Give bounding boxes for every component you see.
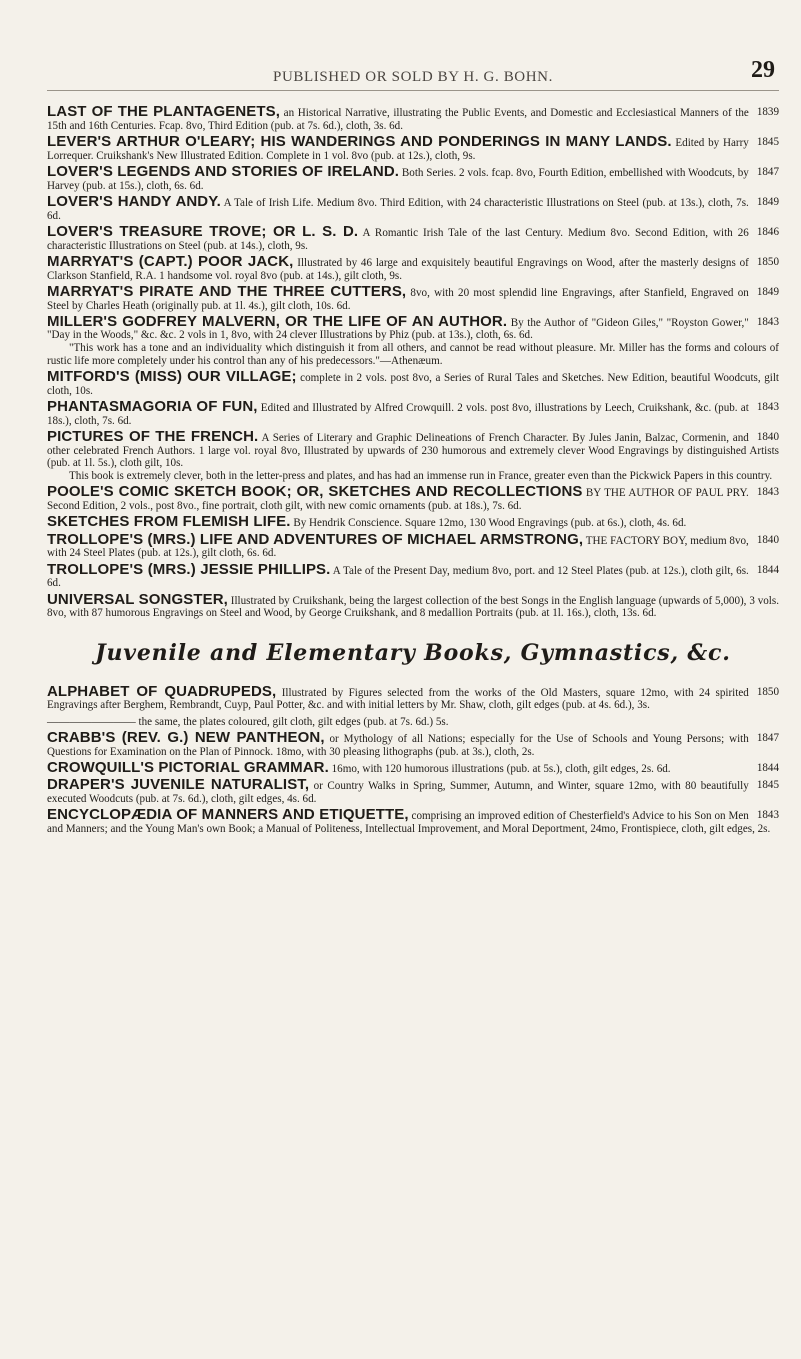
catalogue-entry: [47, 806, 779, 836]
entry-title: MILLER'S GODFREY MALVERN, OR THE LIFE OF AN AUTHOR.: [47, 312, 508, 330]
entry-description: Both Series. 2 vols. fcap. 8vo, Fourth Edition, embellished with Woodcuts, by Harvey (pub. at 15s.), cloth, 6s. 6d.: [47, 166, 749, 192]
entry-year: 1846: [756, 225, 779, 238]
entry-title: LOVER'S LEGENDS AND STORIES OF IRELAND.: [47, 162, 400, 180]
catalogue-content: [47, 103, 779, 839]
entry-title: MARRYAT'S (CAPT.) POOR JACK,: [47, 252, 294, 270]
catalogue-entry: [47, 530, 779, 560]
entry-description: THE FACTORY BOY, medium 8vo, with 24 Steel Plates (pub. at 12s.), gilt cloth, 6s. 6d.: [47, 534, 749, 560]
header-rule: [47, 90, 779, 91]
entry-year: 1843: [756, 401, 779, 414]
entry-year: 1843: [756, 486, 779, 499]
entry-description: Illustrated by Cruikshank, being the largest collection of the best Songs in the English language (upwards of 5,000), 3 vols. 8vo, with 87 humorous Engravings on Steel and Wood, by George Cruikshank, and 8 medallion Portraits (pub. at 1l. 16s.), cloth, 13s. 6d.: [47, 594, 779, 620]
entry-title: CROWQUILL'S PICTORIAL GRAMMAR.: [47, 759, 329, 777]
entry-description: A Series of Literary and Graphic Delineations of French Character. By Jules Janin, Balzac, Cormenin, and other celebrated French Authors. 1 large vol. royal 8vo, Illustrated by upwards of 230 humorous and extremely clever Wood Engravings by distinguished Artists (pub. at 1l. 5s.), cloth gilt, 10s.: [47, 432, 779, 470]
entry-title: ENCYCLOPÆDIA OF MANNERS AND ETIQUETTE,: [47, 806, 409, 824]
catalogue-entry: [47, 513, 779, 531]
entry-year: 1844: [756, 762, 779, 775]
catalogue-entry: [47, 590, 779, 620]
entry-title: TROLLOPE'S (MRS.) JESSIE PHILLIPS.: [47, 560, 331, 578]
entry-title: DRAPER'S JUVENILE NATURALIST,: [47, 776, 310, 794]
entry-description: Illustrated by 46 large and exquisitely beautiful Engravings on Wood, after the masterly designs of Clarkson Stanfield, R.A. 1 handsome vol. royal 8vo (pub. at 14s.), gilt cloth, 9s.: [47, 256, 749, 282]
entry-year: 1847: [756, 165, 779, 178]
catalogue-entry: [47, 759, 779, 777]
entry-year: 1845: [756, 135, 779, 148]
entry-year: 1850: [756, 685, 779, 698]
catalogue-entry: [47, 312, 779, 367]
entry-title: SKETCHES FROM FLEMISH LIFE.: [47, 513, 291, 531]
catalogue-list-juvenile: [47, 682, 779, 836]
catalogue-entry: [47, 682, 779, 712]
catalogue-entry: [47, 716, 779, 729]
entry-year: 1840: [756, 431, 779, 444]
entry-description: A Romantic Irish Tale of the last Century. Medium 8vo. Second Edition, with 26 characteristic Illustrations on Steel (pub. at 14s.), cloth, 9s.: [47, 226, 749, 252]
entry-year: 1845: [756, 779, 779, 792]
entry-description: By Hendrik Conscience. Square 12mo, 130 Wood Engravings (pub. at 6s.), cloth, 4s. 6d.: [290, 517, 687, 530]
entry-title: LEVER'S ARTHUR O'LEARY; HIS WANDERINGS AND PONDERINGS IN MANY LANDS.: [47, 132, 672, 150]
catalogue-entry: [47, 428, 779, 482]
catalogue-entry: [47, 560, 779, 590]
entry-year: 1840: [756, 533, 779, 546]
entry-year: 1839: [756, 106, 779, 118]
catalogue-entry: [47, 132, 779, 162]
entry-description: A Tale of Irish Life. Medium 8vo. Third Edition, with 24 characteristic Illustrations on Steel (pub. at 13s.), cloth, 7s. 6d.: [47, 196, 749, 222]
entry-description: or Mythology of all Nations; especially for the Use of Schools and Young Persons; with Questions for Examination on the Plan of Pinnock. 18mo, with 30 pleasing lithographs (pub. at 3s.), cloth, 2s.: [47, 733, 749, 758]
entry-title: CRABB'S (REV. G.) NEW PANTHEON,: [47, 729, 325, 747]
entry-title: PHANTASMAGORIA OF FUN,: [47, 398, 258, 416]
entry-title: PICTURES OF THE FRENCH.: [47, 428, 259, 446]
entry-title: ALPHABET OF QUADRUPEDS,: [47, 682, 277, 700]
entry-description: BY THE AUTHOR OF PAUL PRY. Second Edition, 2 vols., post 8vo., fine portrait, cloth gilt, with new comic ornaments (pub. at 18s.), 7s. 6d.: [47, 487, 749, 512]
entry-description: or Country Walks in Spring, Summer, Autumn, and Winter, square 12mo, with 80 beautifully executed Woodcuts (pub. at 7s. 6d.), cloth, gilt edges, 4s. 6d.: [47, 780, 749, 806]
entry-description: comprising an improved edition of Chesterfield's Advice to his Son on Men and Manners; and the Young Man's own Book; a Manual of Politeness, Intellectual Improvement, and Moral Deportment, 24mo, Frontispiece, cloth, gilt edges, 2s.: [47, 810, 771, 836]
catalogue-entry: [47, 398, 779, 427]
entry-year: 1843: [756, 315, 779, 328]
entry-description: By the Author of "Gideon Giles," "Royston Gower," "Day in the Woods," &c. &c. 2 vols in 1, 8vo, with 24 clever Illustrations by Phiz (pub. at 13s.), cloth, 6s. 6d.: [47, 316, 749, 342]
catalogue-list-fiction: [47, 103, 779, 620]
entry-description: A Tale of the Present Day, medium 8vo, port. and 12 Steel Plates (pub. at 12s.), cloth gilt, 6s. 6d.: [47, 564, 749, 590]
entry-note: "This work has a tone and an individuality which distinguish it from all others, and cannot be read without pleasure. Mr. Miller has the forms and colours of rustic life more completely under his control than any of his predecessors."—Athenæum.: [47, 342, 779, 367]
page-header: [47, 56, 779, 86]
entry-description: Edited by Harry Lorrequer. Cruikshank's New Illustrated Edition. Complete in 1 vol. 8vo (pub. at 12s.), cloth, 9s.: [47, 136, 749, 162]
entry-title: MARRYAT'S PIRATE AND THE THREE CUTTERS,: [47, 282, 407, 300]
entry-title: LOVER'S TREASURE TROVE; OR L. S. D.: [47, 222, 359, 240]
entry-note: This book is extremely clever, both in the letter-press and plates, and has had an immense run in France, greater even than the Pickwick Papers in this country.: [69, 469, 773, 482]
entry-title: POOLE'S COMIC SKETCH BOOK; OR, SKETCHES AND RECOLLECTIONS: [47, 483, 583, 501]
catalogue-entry: [47, 192, 779, 222]
catalogue-entry: [47, 162, 779, 192]
entry-description: complete in 2 vols. post 8vo, a Series of Rural Tales and Sketches. New Edition, beautiful Woodcuts, gilt cloth, 10s.: [47, 372, 779, 397]
entry-description: 8vo, with 20 most splendid line Engravings, after Stanfield, Engraved on Steel by Charles Heath (originally pub. at 1l. 4s.), gilt cloth, 10s. 6d.: [47, 286, 749, 312]
catalogue-entry: [47, 222, 779, 252]
entry-title: LOVER'S HANDY ANDY.: [47, 192, 221, 210]
catalogue-entry: [47, 483, 779, 512]
entry-description: Edited and Illustrated by Alfred Crowquill. 2 vols. post 8vo, illustrations by Leech, Cruikshank, &c. (pub. at 18s.), cloth, 7s. 6d.: [47, 402, 749, 427]
catalogue-entry: [47, 729, 779, 758]
entry-year: 1843: [756, 809, 779, 822]
entry-year: 1847: [756, 732, 779, 745]
catalogue-entry: [47, 282, 779, 312]
entry-description: 16mo, with 120 humorous illustrations (pub. at 5s.), cloth, gilt edges, 2s. 6d.: [328, 763, 671, 776]
catalogue-entry: [47, 368, 779, 397]
entry-description: Illustrated by Figures selected from the works of the Old Masters, square 12mo, with 24 spirited Engravings after Berghem, Rembrandt, Cuyp, Paul Potter, &c. and with initial letters by Mr. Shaw, cloth, gilt edges (pub. at 4s. 6d.), 3s.: [47, 686, 749, 712]
entry-year: 1844: [756, 563, 779, 576]
catalogue-entry: [47, 776, 779, 806]
entry-title: LAST OF THE PLANTAGENETS,: [47, 103, 281, 120]
page-number: 29: [751, 57, 775, 83]
entry-year: 1849: [756, 285, 779, 298]
catalogue-entry: [47, 103, 779, 132]
section-heading: Juvenile and Elementary Books, Gymnastics, &c.: [95, 639, 731, 666]
entry-year: 1850: [756, 255, 779, 268]
entry-description: ———————— the same, the plates coloured, gilt cloth, gilt edges (pub. at 7s. 6d.) 5s.: [47, 715, 449, 728]
entry-description: an Historical Narrative, illustrating the Public Events, and Domestic and Ecclesiastical Manners of the 15th and 16th Centuries. Fcap. 8vo, Third Edition (pub. at 7s. 6d.), cloth, 3s. 6d.: [47, 107, 749, 132]
catalogue-entry: [47, 252, 779, 282]
entry-year: 1849: [756, 195, 779, 208]
entry-title: MITFORD'S (MISS) OUR VILLAGE;: [47, 368, 297, 386]
running-title: PUBLISHED OR SOLD BY H. G. BOHN.: [273, 69, 553, 85]
entry-title: TROLLOPE'S (MRS.) LIFE AND ADVENTURES OF MICHAEL ARMSTRONG,: [47, 530, 584, 548]
entry-title: UNIVERSAL SONGSTER,: [47, 590, 228, 608]
